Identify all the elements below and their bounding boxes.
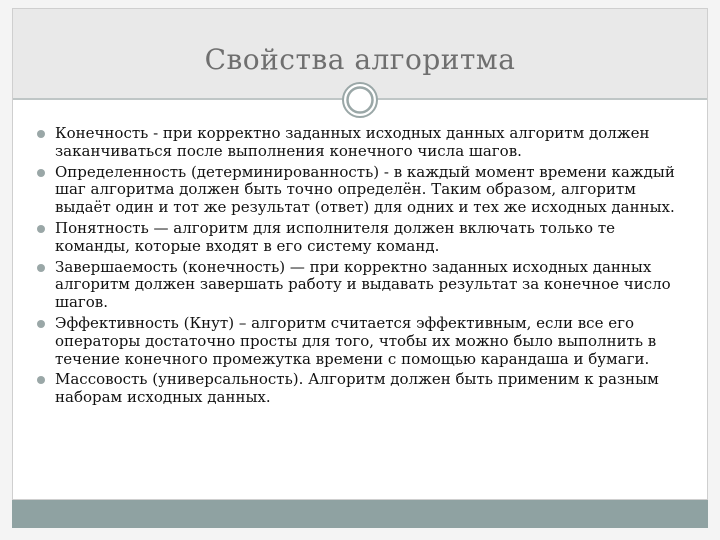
slide-title: Свойства алгоритма — [204, 43, 516, 76]
bullet-text: Определенность (детерминированность) - в каждый момент времени каждый шаг алгоритма должен быть точно определён. Таким образом, алгоритм выдаёт один и тот же результат (ответ) для одних и тех же исходных данных. — [55, 162, 675, 217]
bullet-dot-icon — [37, 130, 45, 138]
bullet-dot-icon — [37, 264, 45, 272]
bullet-dot-icon — [37, 225, 45, 233]
bullet-item — [37, 371, 687, 407]
bullet-dot-icon — [37, 320, 45, 328]
bullet-item — [37, 125, 687, 161]
bullet-item — [37, 259, 687, 312]
bullet-item — [37, 220, 687, 256]
bullet-text: Эффективность (Кнут) – алгоритм считается эффективным, если все его операторы достаточно просты для того, чтобы их можно было выполнить в течение конечного промежутка времени с помощью карандаша и бумаги. — [55, 313, 657, 368]
circle-ornament-icon — [341, 81, 379, 119]
bullet-text: Понятность — алгоритм для исполнителя должен включать только те команды, которые входят в его систему команд. — [55, 218, 615, 255]
bullet-text: Конечность - при корректно заданных исходных данных алгоритм должен заканчиваться после выполнения конечного числа шагов. — [55, 124, 650, 160]
bullet-text: Завершаемость (конечность) — при корректно заданных исходных данных алгоритм должен завершать работу и выдавать результат за конечное число шагов. — [55, 257, 671, 312]
content — [37, 125, 687, 407]
bullet-text: Массовость (универсальность). Алгоритм должен быть применим к разным наборам исходных данных. — [55, 370, 659, 407]
bullet-dot-icon — [37, 169, 45, 177]
slide — [12, 8, 708, 500]
bullet-dot-icon — [37, 376, 45, 384]
bullet-item — [37, 164, 687, 217]
bullet-list — [37, 125, 687, 407]
bullet-item — [37, 315, 687, 368]
bottom-band — [12, 500, 708, 528]
